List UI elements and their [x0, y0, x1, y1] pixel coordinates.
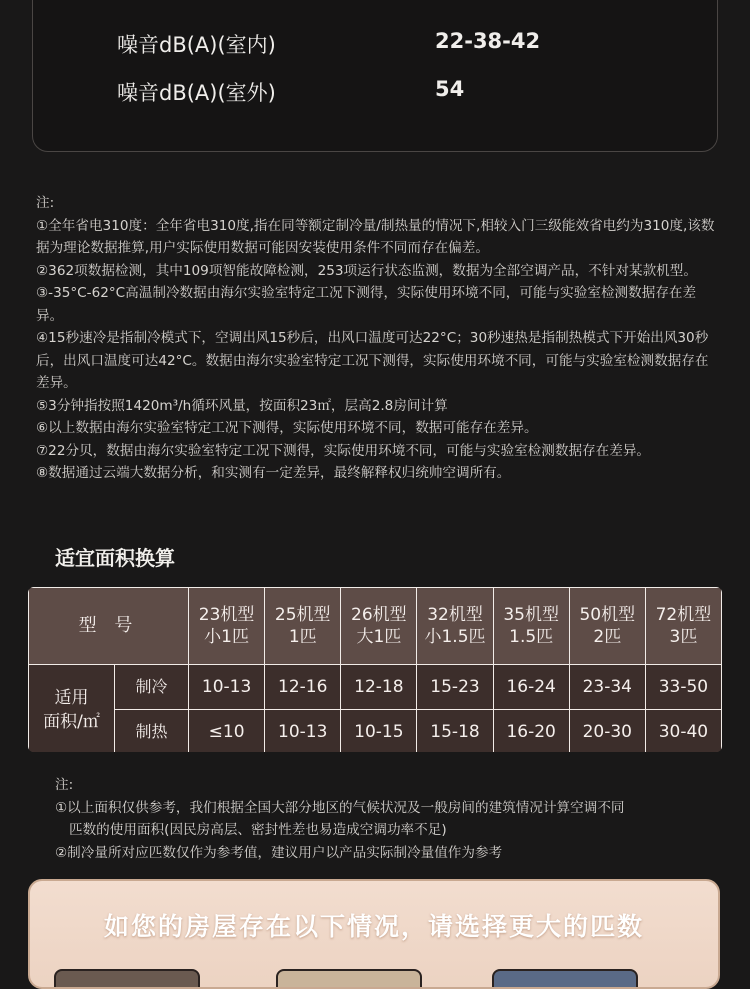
- model-name: 35机型: [503, 605, 559, 625]
- model-hp: 3匹: [669, 627, 698, 647]
- mode-cooling: 制冷: [115, 665, 189, 710]
- footnotes-title: 注:: [55, 777, 74, 793]
- upsize-banner: [28, 879, 720, 989]
- footnote-1: ①以上面积仅供参考，我们根据全国大部分地区的气候状况及一般房间的建筑情况计算空调不同: [55, 799, 625, 816]
- footnotes-top: [36, 192, 716, 485]
- scenario-image: [54, 969, 200, 989]
- table-cell: 10-13: [189, 665, 265, 710]
- table-cell: 20-30: [569, 710, 645, 753]
- table-cell: 12-16: [265, 665, 341, 710]
- table-cell: 33-50: [645, 665, 721, 710]
- area-header: [29, 665, 115, 753]
- model-cell-72: [645, 588, 721, 665]
- model-cell-23: [189, 588, 265, 665]
- model-cell-35: [493, 588, 569, 665]
- mode-heating: 制热: [115, 710, 189, 753]
- table-cell: 15-18: [417, 710, 493, 753]
- table-cell: 16-20: [493, 710, 569, 753]
- model-hp: 小1.5匹: [424, 627, 486, 647]
- model-name: 25机型: [274, 605, 331, 625]
- spec-label: 噪音dB(A)(室内): [117, 33, 276, 57]
- table-cell: 23-34: [569, 665, 645, 710]
- model-hp: 2匹: [593, 627, 622, 647]
- table-cell: 10-15: [341, 710, 417, 753]
- footnote-6: ⑥以上数据由海尔实验室特定工况下测得，实际使用环境不同，数据可能存在差异。: [36, 420, 538, 436]
- table-cell: 16-24: [493, 665, 569, 710]
- area-header-line: 适用: [54, 687, 89, 708]
- footnote-4: ④15秒速冷是指制冷模式下，空调出风15秒后，出风口温度可达22°C；30秒速热是指制热模式下开始出风30秒后，出风口温度可达42°C。数据由海尔实验室特定工况下测得，实际使用环境不同，可能与实验室检测数据存在差异。: [36, 330, 709, 391]
- footnotes-bottom: [55, 774, 715, 864]
- model-name: 50机型: [579, 605, 636, 625]
- model-hp: 大1匹: [356, 627, 402, 647]
- area-table: [28, 587, 722, 752]
- model-cell-25: [265, 588, 341, 665]
- table-row-cooling: [29, 665, 722, 710]
- area-header-line: 面积/㎡: [43, 711, 100, 732]
- table-row-heating: [29, 710, 722, 753]
- spec-value: 54: [435, 77, 465, 101]
- footnote-2: ②362项数据检测，其中109项智能故障检测，253项运行状态监测，数据为全部空调产品，不针对某款机型。: [36, 262, 697, 279]
- footnote-3: ③-35°C-62°C高温制冷数据由海尔实验室特定工况下测得，实际使用环境不同，可能与实验室检测数据存在差异。: [36, 285, 697, 324]
- model-cell-50: [569, 588, 645, 665]
- model-name: 72机型: [655, 605, 712, 625]
- table-cell: ≤10: [189, 710, 265, 753]
- spec-value: 22-38-42: [435, 29, 541, 53]
- spec-card: [32, 0, 718, 152]
- scenario-image: [492, 969, 638, 989]
- spec-label: 噪音dB(A)(室外): [117, 81, 276, 105]
- footnote-7: ⑦22分贝，数据由海尔实验室特定工况下测得，实际使用环境不同，可能与实验室检测数据存在差异。: [36, 442, 651, 459]
- model-hp: 小1匹: [204, 627, 249, 647]
- footnote-8: ⑧数据通过云端大数据分析，和实测有一定差异，最终解释权归统帅空调所有。: [36, 465, 511, 481]
- footnotes-title: 注:: [36, 195, 55, 211]
- footnote-2: ②制冷量所对应匹数仅作为参考值，建议用户以产品实际制冷量值作为参考: [55, 844, 503, 861]
- model-name: 32机型: [427, 605, 483, 625]
- model-name: 26机型: [351, 605, 407, 625]
- footnote-5: ⑤3分钟指按照1420m³/h循环风量，按面积23㎡，层高2.8房间计算: [36, 397, 448, 414]
- footnote-1: ①全年省电310度：全年省电310度,指在同等额定制冷量/制热量的情况下,相较入门三级能效省电约为310度,该数据为理论数据推算,用户实际使用数据可能因安装使用条件不同而存在偏差。: [36, 217, 715, 256]
- footnote-1-continued: 匹数的使用面积(因民房高层、密封性差也易造成空调功率不足): [69, 822, 447, 838]
- table-cell: 12-18: [341, 665, 417, 710]
- banner-title: 如您的房屋存在以下情况，请选择更大的匹数: [103, 912, 644, 941]
- model-cell-32: [417, 588, 493, 665]
- table-cell: 15-23: [417, 665, 493, 710]
- model-cell-26: [341, 588, 417, 665]
- model-hp: 1.5匹: [509, 627, 554, 647]
- model-name: 23机型: [198, 605, 255, 625]
- table-cell: 10-13: [265, 710, 341, 753]
- scenario-image: [276, 969, 422, 989]
- model-hp: 1匹: [288, 627, 317, 647]
- model-header: 型 号: [29, 588, 189, 665]
- table-header-row: [29, 588, 722, 665]
- area-section-title: 适宜面积换算: [55, 546, 175, 570]
- table-cell: 30-40: [645, 710, 721, 753]
